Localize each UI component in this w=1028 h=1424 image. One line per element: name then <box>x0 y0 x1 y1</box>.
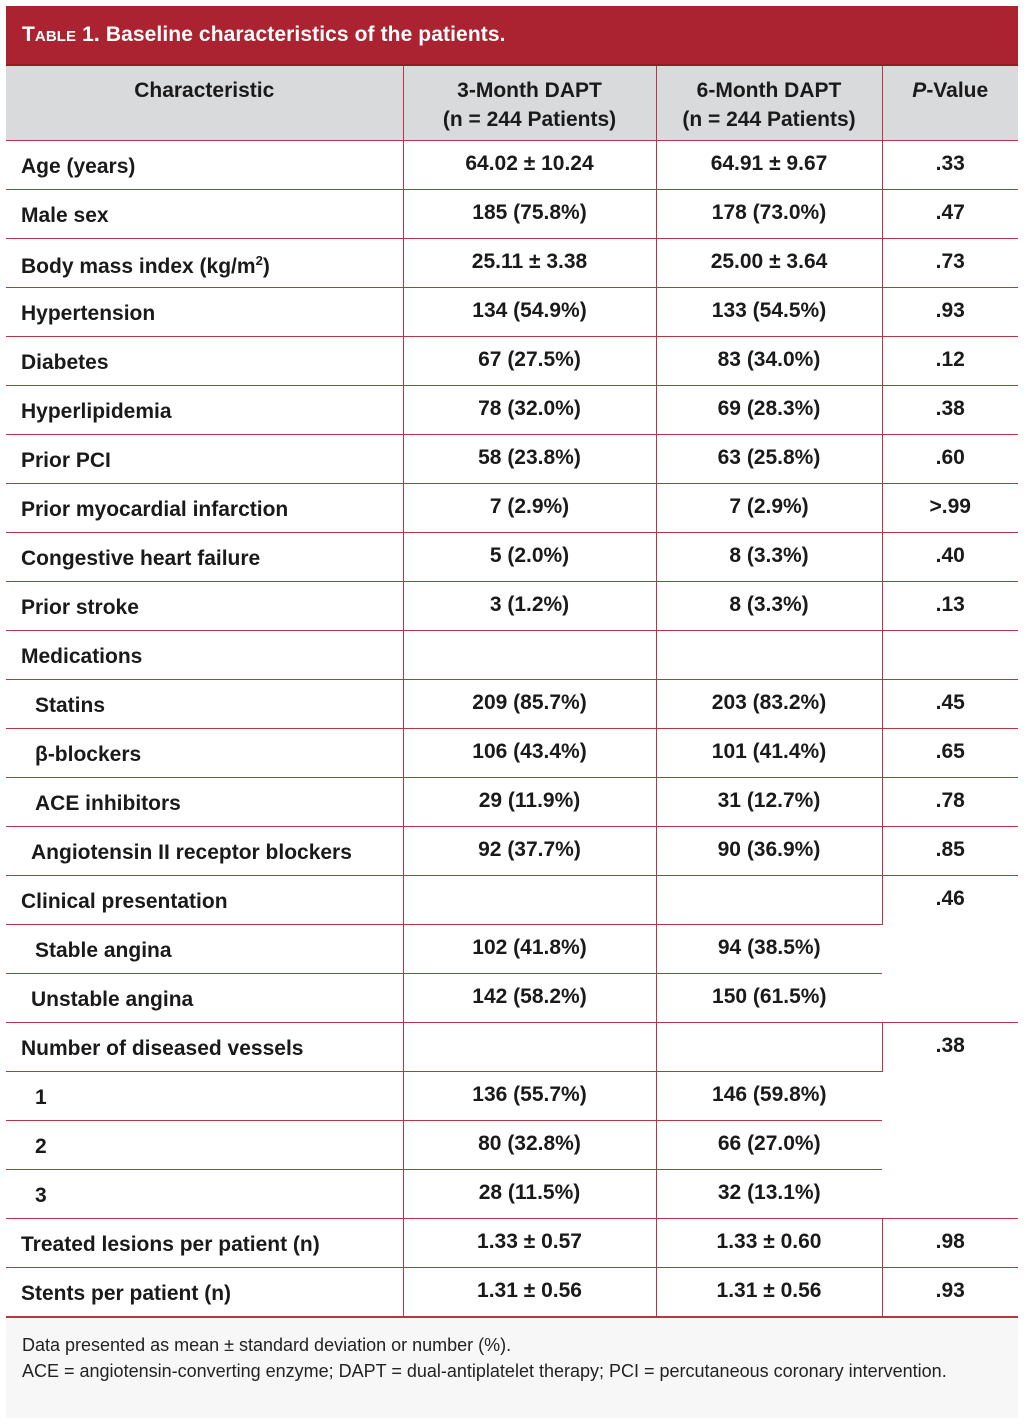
cell-6-month: 83 (34.0%) <box>656 337 882 386</box>
row-label-text: Body mass index (kg/m <box>21 255 256 278</box>
row-label: Age (years) <box>6 141 403 190</box>
table-row <box>6 1072 1018 1121</box>
cell-6-month: 8 (3.3%) <box>656 533 882 582</box>
cell-pvalue: .38 <box>882 1023 1018 1219</box>
table-row <box>6 1121 1018 1170</box>
section-row-diseased-vessels <box>6 1023 1018 1072</box>
table-row <box>6 337 1018 386</box>
row-label: Prior stroke <box>6 582 403 631</box>
cell-3-month: 142 (58.2%) <box>403 974 656 1023</box>
header-row <box>6 66 1018 141</box>
baseline-table <box>6 66 1018 1318</box>
cell-pvalue: .12 <box>882 337 1018 386</box>
row-label: Male sex <box>6 190 403 239</box>
table-row <box>6 190 1018 239</box>
table-row <box>6 778 1018 827</box>
header-3-month <box>403 66 656 141</box>
cell-6-month: 63 (25.8%) <box>656 435 882 484</box>
cell-3-month: 7 (2.9%) <box>403 484 656 533</box>
cell-pvalue: .65 <box>882 729 1018 778</box>
cell-3-month: 185 (75.8%) <box>403 190 656 239</box>
section-row-medications <box>6 631 1018 680</box>
header-6-month-title: 6-Month DAPT <box>696 79 842 102</box>
row-label: Hypertension <box>6 288 403 337</box>
cell-6-month <box>656 631 882 680</box>
table-row <box>6 1170 1018 1219</box>
header-6-month-n: (n = 244 Patients) <box>682 108 856 131</box>
row-label: ACE inhibitors <box>6 778 403 827</box>
table-figure <box>6 6 1018 1418</box>
cell-6-month: 101 (41.4%) <box>656 729 882 778</box>
row-label: Unstable angina <box>6 974 403 1023</box>
cell-6-month: 1.31 ± 0.56 <box>656 1268 882 1317</box>
row-label: Treated lesions per patient (n) <box>6 1219 403 1268</box>
header-3-month-title: 3-Month DAPT <box>457 79 602 102</box>
table-row <box>6 582 1018 631</box>
cell-3-month: 78 (32.0%) <box>403 386 656 435</box>
cell-3-month: 25.11 ± 3.38 <box>403 239 656 288</box>
section-label: Medications <box>6 631 403 680</box>
table-row <box>6 729 1018 778</box>
row-label: Stable angina <box>6 925 403 974</box>
cell-pvalue: .93 <box>882 1268 1018 1317</box>
cell-6-month: 178 (73.0%) <box>656 190 882 239</box>
table-footnote <box>6 1318 1018 1384</box>
cell-pvalue: .93 <box>882 288 1018 337</box>
footnote-line-2: ACE = angiotensin-converting enzyme; DAPT = dual-antiplatelet therapy; PCI = percutaneous coronary intervention. <box>22 1360 947 1381</box>
section-row-clinical-presentation <box>6 876 1018 925</box>
table-row <box>6 386 1018 435</box>
cell-pvalue: >.99 <box>882 484 1018 533</box>
cell-3-month: 1.33 ± 0.57 <box>403 1219 656 1268</box>
section-label: Clinical presentation <box>6 876 403 925</box>
header-characteristic: Characteristic <box>6 66 403 141</box>
cell-6-month: 150 (61.5%) <box>656 974 882 1023</box>
header-pvalue <box>882 66 1018 141</box>
table-row <box>6 484 1018 533</box>
table-row <box>6 925 1018 974</box>
cell-pvalue: .46 <box>882 876 1018 1023</box>
cell-3-month: 106 (43.4%) <box>403 729 656 778</box>
cell-6-month: 32 (13.1%) <box>656 1170 882 1219</box>
row-label-superscript: 2 <box>255 253 263 268</box>
cell-6-month: 69 (28.3%) <box>656 386 882 435</box>
row-label: Diabetes <box>6 337 403 386</box>
table-row <box>6 974 1018 1023</box>
cell-3-month <box>403 876 656 925</box>
cell-3-month: 92 (37.7%) <box>403 827 656 876</box>
cell-6-month <box>656 876 882 925</box>
cell-6-month: 25.00 ± 3.64 <box>656 239 882 288</box>
table-number: Table 1. <box>22 23 100 46</box>
table-row <box>6 239 1018 288</box>
row-label: 3 <box>6 1170 403 1219</box>
cell-pvalue <box>882 631 1018 680</box>
row-label: β-blockers <box>6 729 403 778</box>
table-row <box>6 1268 1018 1317</box>
table-caption: Baseline characteristics of the patients. <box>105 23 506 46</box>
table-row <box>6 533 1018 582</box>
section-label: Number of diseased vessels <box>6 1023 403 1072</box>
cell-pvalue: .40 <box>882 533 1018 582</box>
table-row <box>6 680 1018 729</box>
cell-6-month: 66 (27.0%) <box>656 1121 882 1170</box>
table-row <box>6 1219 1018 1268</box>
cell-6-month: 133 (54.5%) <box>656 288 882 337</box>
cell-3-month: 58 (23.8%) <box>403 435 656 484</box>
cell-6-month: 8 (3.3%) <box>656 582 882 631</box>
cell-pvalue: .13 <box>882 582 1018 631</box>
cell-3-month <box>403 1023 656 1072</box>
cell-pvalue: .85 <box>882 827 1018 876</box>
row-label-close: ) <box>262 255 270 278</box>
cell-6-month: 90 (36.9%) <box>656 827 882 876</box>
row-label: 2 <box>6 1121 403 1170</box>
cell-3-month: 3 (1.2%) <box>403 582 656 631</box>
cell-3-month: 80 (32.8%) <box>403 1121 656 1170</box>
header-6-month <box>656 66 882 141</box>
table-row <box>6 288 1018 337</box>
row-label: Statins <box>6 680 403 729</box>
cell-3-month: 64.02 ± 10.24 <box>403 141 656 190</box>
header-pvalue-p: P <box>912 79 927 102</box>
cell-3-month: 67 (27.5%) <box>403 337 656 386</box>
cell-pvalue: .98 <box>882 1219 1018 1268</box>
cell-pvalue: .38 <box>882 386 1018 435</box>
cell-3-month: 28 (11.5%) <box>403 1170 656 1219</box>
table-row <box>6 141 1018 190</box>
cell-6-month: 7 (2.9%) <box>656 484 882 533</box>
cell-pvalue: .60 <box>882 435 1018 484</box>
header-3-month-n: (n = 244 Patients) <box>442 108 617 131</box>
row-label: Angiotensin II receptor blockers <box>6 827 403 876</box>
row-label: Prior PCI <box>6 435 403 484</box>
header-pvalue-rest: -Value <box>926 79 989 102</box>
cell-pvalue: .78 <box>882 778 1018 827</box>
cell-6-month: 94 (38.5%) <box>656 925 882 974</box>
cell-3-month: 134 (54.9%) <box>403 288 656 337</box>
cell-6-month <box>656 1023 882 1072</box>
cell-3-month: 102 (41.8%) <box>403 925 656 974</box>
table-row <box>6 435 1018 484</box>
cell-3-month: 136 (55.7%) <box>403 1072 656 1121</box>
cell-pvalue: .45 <box>882 680 1018 729</box>
cell-3-month <box>403 631 656 680</box>
cell-6-month: 203 (83.2%) <box>656 680 882 729</box>
cell-3-month: 209 (85.7%) <box>403 680 656 729</box>
cell-6-month: 64.91 ± 9.67 <box>656 141 882 190</box>
table-row <box>6 827 1018 876</box>
cell-3-month: 29 (11.9%) <box>403 778 656 827</box>
cell-3-month: 1.31 ± 0.56 <box>403 1268 656 1317</box>
cell-pvalue: .73 <box>882 239 1018 288</box>
row-label: Hyperlipidemia <box>6 386 403 435</box>
footnote-line-1: Data presented as mean ± standard deviation or number (%). <box>22 1334 512 1355</box>
row-label: Congestive heart failure <box>6 533 403 582</box>
cell-6-month: 1.33 ± 0.60 <box>656 1219 882 1268</box>
cell-6-month: 31 (12.7%) <box>656 778 882 827</box>
table-title <box>6 6 1018 66</box>
row-label: Prior myocardial infarction <box>6 484 403 533</box>
row-label: Stents per patient (n) <box>6 1268 403 1317</box>
cell-pvalue: .47 <box>882 190 1018 239</box>
cell-6-month: 146 (59.8%) <box>656 1072 882 1121</box>
cell-3-month: 5 (2.0%) <box>403 533 656 582</box>
row-label: 1 <box>6 1072 403 1121</box>
row-label <box>6 239 403 288</box>
cell-pvalue: .33 <box>882 141 1018 190</box>
